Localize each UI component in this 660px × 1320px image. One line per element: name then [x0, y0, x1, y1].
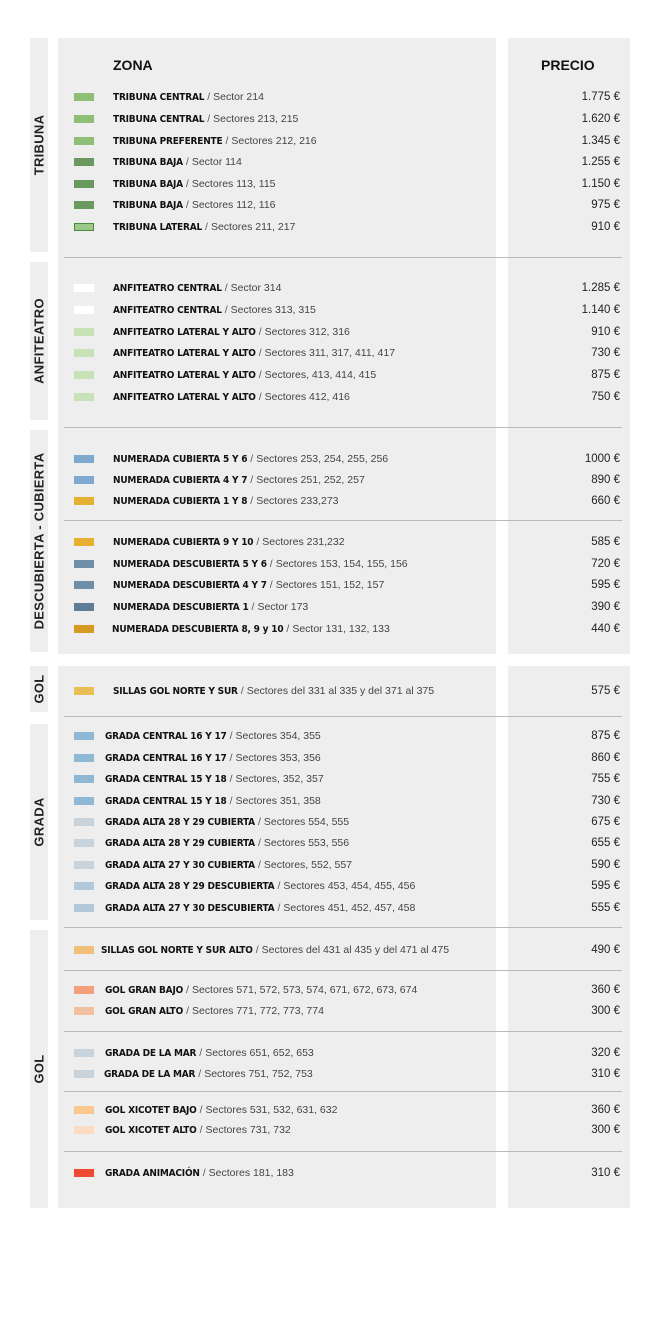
zone-price: 575 €	[591, 685, 620, 697]
table-row	[74, 681, 434, 701]
zone-color-swatch	[74, 797, 94, 805]
side-label-gol-bottom: GOL	[30, 930, 48, 1208]
zone-sectors: Sectores 253, 254, 255, 256	[256, 453, 389, 465]
table-row	[74, 343, 395, 363]
zone-name: GRADA ALTA 27 Y 30 DESCUBIERTA	[105, 902, 275, 914]
separator-slash: /	[186, 984, 189, 996]
side-label-descubierta-cubierta: DESCUBIERTA - CUBIERTA	[30, 430, 48, 652]
table-row	[74, 87, 264, 107]
zone-sectors: Sector 314	[230, 282, 282, 294]
zone-price: 440 €	[591, 623, 620, 635]
zone-price: 320 €	[591, 1047, 620, 1059]
zone-sectors: Sectores 213, 215	[213, 113, 299, 125]
zone-name: TRIBUNA LATERAL	[113, 221, 203, 233]
separator-slash: /	[185, 156, 189, 168]
zone-sectors: Sectores 553, 556	[263, 837, 350, 849]
separator-slash: /	[225, 135, 229, 147]
zona-header: ZONA	[113, 57, 153, 73]
zone-name: TRIBUNA BAJA	[113, 199, 183, 211]
zone-price: 730 €	[591, 347, 620, 359]
zone-color-swatch	[74, 754, 94, 762]
zone-price: 1.255 €	[581, 156, 620, 168]
table-row	[74, 1043, 314, 1063]
separator-slash: /	[269, 579, 273, 591]
zone-price: 755 €	[591, 773, 620, 785]
separator-slash: /	[257, 859, 261, 871]
separator-slash: /	[255, 944, 259, 956]
zone-price: 875 €	[591, 730, 620, 742]
zone-name: ANFITEATRO LATERAL Y ALTO	[113, 326, 256, 338]
zone-sectors: Sectores 453, 454, 455, 456	[283, 880, 416, 892]
table-row	[74, 575, 384, 595]
separator-slash: /	[199, 1047, 203, 1059]
zone-sectors: Sectores 351, 358	[235, 795, 321, 807]
zone-name: GRADA CENTRAL 16 Y 17	[105, 752, 227, 764]
zone-color-swatch	[74, 284, 94, 292]
zone-name: ANFITEATRO LATERAL Y ALTO	[113, 391, 256, 403]
zone-name: TRIBUNA CENTRAL	[113, 113, 205, 125]
zone-sectors: Sectores 211, 217	[210, 221, 296, 233]
zone-name: NUMERADA CUBIERTA 9 Y 10	[113, 536, 254, 548]
zone-sectors: Sectores 354, 355	[235, 730, 321, 742]
divider	[64, 520, 622, 521]
zone-color-swatch	[74, 93, 94, 101]
table-row	[74, 217, 295, 237]
zone-price: 1.285 €	[581, 282, 620, 294]
table-row	[74, 532, 345, 552]
zone-sectors: Sectores 233,273	[256, 495, 339, 507]
separator-slash: /	[185, 199, 189, 211]
zone-price: 1.775 €	[581, 91, 620, 103]
zone-name: SILLAS GOL NORTE Y SUR	[113, 685, 238, 697]
zone-sectors: Sectores 751, 752, 753	[204, 1068, 313, 1080]
zone-sectors: Sectores 113, 115	[191, 178, 276, 190]
zone-name: NUMERADA DESCUBIERTA 4 Y 7	[113, 579, 267, 591]
separator-slash: /	[229, 773, 233, 785]
table-row	[74, 554, 408, 574]
zone-price: 1.620 €	[581, 113, 620, 125]
zone-price: 585 €	[591, 536, 620, 548]
zone-name: TRIBUNA BAJA	[113, 178, 183, 190]
zone-name: GOL GRAN BAJO	[105, 984, 184, 996]
zone-color-swatch	[74, 839, 94, 847]
zone-sectors: Sector 173	[257, 601, 309, 613]
table-row	[74, 619, 390, 639]
precio-header: PRECIO	[541, 57, 595, 73]
zone-name: GRADA ANIMACIÓN	[105, 1167, 200, 1179]
zone-color-swatch	[74, 581, 94, 589]
table-row	[74, 387, 350, 407]
zone-name: GRADA ALTA 28 Y 29 CUBIERTA	[105, 837, 255, 849]
separator-slash: /	[258, 347, 262, 359]
zone-color-swatch	[74, 904, 94, 912]
table-row	[74, 195, 276, 215]
separator-slash: /	[257, 837, 261, 849]
separator-slash: /	[224, 304, 228, 316]
zone-color-swatch	[74, 328, 94, 336]
side-label-gol-top: GOL	[30, 666, 48, 712]
zone-color-swatch	[74, 158, 94, 166]
zone-sectors: Sectores 251, 252, 257	[256, 474, 365, 486]
table-row	[74, 470, 365, 490]
zone-name: NUMERADA CUBIERTA 1 Y 8	[113, 495, 248, 507]
zone-price: 300 €	[591, 1005, 620, 1017]
table-row	[74, 812, 349, 832]
zone-price: 890 €	[591, 474, 620, 486]
table-row	[74, 322, 350, 342]
zone-price: 975 €	[591, 199, 620, 211]
separator-slash: /	[258, 391, 262, 403]
zone-name: GRADA ALTA 27 Y 30 CUBIERTA	[105, 859, 255, 871]
zone-name: GOL GRAN ALTO	[105, 1005, 184, 1017]
zone-color-swatch	[74, 687, 94, 695]
separator-slash: /	[205, 221, 208, 233]
zone-price: 555 €	[591, 902, 620, 914]
zone-sectors: Sectores 571, 572, 573, 574, 671, 672, 673, 674	[191, 984, 418, 996]
zone-sectors: Sectores 554, 555	[263, 816, 350, 828]
zone-sectors: Sector 114	[191, 156, 242, 168]
zone-price: 910 €	[591, 326, 620, 338]
zone-price: 675 €	[591, 816, 620, 828]
side-label-tribuna: TRIBUNA	[30, 38, 48, 252]
divider	[64, 970, 622, 971]
zone-name: TRIBUNA CENTRAL	[113, 91, 205, 103]
zone-sectors: Sectores 531, 532, 631, 632	[205, 1104, 338, 1116]
separator-slash: /	[199, 1124, 203, 1136]
table-row	[74, 833, 349, 853]
separator-slash: /	[202, 1167, 206, 1179]
zone-price: 1000 €	[584, 453, 620, 465]
table-row	[74, 174, 276, 194]
zone-color-swatch	[74, 946, 94, 954]
zone-price: 595 €	[591, 579, 620, 591]
zone-name: NUMERADA CUBIERTA 5 Y 6	[113, 453, 248, 465]
zone-name: GRADA DE LA MAR	[104, 1068, 196, 1080]
zone-color-swatch	[74, 1070, 94, 1078]
zone-name: ANFITEATRO CENTRAL	[113, 282, 222, 294]
divider	[64, 1031, 622, 1032]
zone-name: NUMERADA DESCUBIERTA 8, 9 y 10	[112, 623, 284, 635]
zone-name: ANFITEATRO LATERAL Y ALTO	[113, 347, 256, 359]
zone-price: 1.345 €	[581, 135, 620, 147]
zone-price: 750 €	[591, 391, 620, 403]
separator-slash: /	[250, 453, 254, 465]
table-row	[74, 791, 321, 811]
zone-sectors: Sectores 771, 772, 773, 774	[191, 1005, 324, 1017]
zone-name: ANFITEATRO CENTRAL	[113, 304, 222, 316]
table-row	[74, 365, 376, 385]
zone-sectors: Sectores 313, 315	[230, 304, 316, 316]
zone-price: 360 €	[591, 984, 620, 996]
separator-slash: /	[277, 902, 281, 914]
divider	[64, 257, 622, 258]
zone-name: GRADA ALTA 28 Y 29 CUBIERTA	[105, 816, 255, 828]
table-row	[74, 152, 242, 172]
zone-sectors: Sectores 312, 316	[264, 326, 350, 338]
zone-price: 910 €	[591, 221, 620, 233]
table-row	[74, 1100, 337, 1120]
zone-color-swatch	[74, 393, 94, 401]
zone-sectors: Sectores 112, 116	[191, 199, 276, 211]
zone-price: 310 €	[591, 1167, 620, 1179]
zone-color-swatch	[74, 455, 94, 463]
zone-color-swatch	[74, 625, 94, 633]
separator-slash: /	[240, 685, 244, 697]
separator-slash: /	[258, 326, 262, 338]
zone-color-swatch	[74, 1126, 94, 1134]
zone-name: GRADA DE LA MAR	[105, 1047, 197, 1059]
table-row	[74, 876, 415, 896]
side-label-grada: GRADA	[30, 724, 48, 920]
zone-price: 360 €	[591, 1104, 620, 1116]
table-row	[74, 1064, 313, 1084]
zone-color-swatch	[74, 1049, 94, 1057]
separator-slash: /	[207, 113, 211, 125]
zone-sectors: Sectores 181, 183	[208, 1167, 294, 1179]
table-row	[74, 898, 415, 918]
zone-name: TRIBUNA PREFERENTE	[113, 135, 223, 147]
zone-color-swatch	[74, 349, 94, 357]
divider	[64, 1151, 622, 1152]
zone-sectors: Sectores 451, 452, 457, 458	[283, 902, 416, 914]
zone-sectors: Sectores 731, 732	[205, 1124, 291, 1136]
zone-color-swatch	[74, 818, 94, 826]
separator-slash: /	[286, 623, 290, 635]
zone-color-swatch	[74, 137, 94, 145]
separator-slash: /	[199, 1104, 203, 1116]
separator-slash: /	[269, 558, 273, 570]
zone-color-swatch	[74, 201, 94, 209]
zone-name: GOL XICOTET ALTO	[105, 1124, 197, 1136]
zone-sectors: Sectores 353, 356	[235, 752, 321, 764]
separator-slash: /	[250, 495, 254, 507]
table-row	[74, 109, 298, 129]
table-row	[74, 491, 339, 511]
table-row	[74, 980, 417, 1000]
separator-slash: /	[229, 752, 233, 764]
table-row	[74, 769, 324, 789]
zone-price: 490 €	[591, 944, 620, 956]
zone-sectors: Sectores, 552, 557	[263, 859, 353, 871]
separator-slash: /	[186, 1005, 189, 1017]
zone-sectors: Sector 214	[213, 91, 264, 103]
zone-price: 595 €	[591, 880, 620, 892]
separator-slash: /	[229, 730, 233, 742]
zone-color-swatch	[74, 223, 94, 231]
zone-price: 590 €	[591, 859, 620, 871]
zone-name: GRADA CENTRAL 15 Y 18	[105, 773, 227, 785]
zone-sectors: Sectores, 352, 357	[235, 773, 324, 785]
zone-price: 655 €	[591, 837, 620, 849]
zone-price: 660 €	[591, 495, 620, 507]
zone-name: GRADA ALTA 28 Y 29 DESCUBIERTA	[105, 880, 275, 892]
side-label-anfiteatro: ANFITEATRO	[30, 262, 48, 420]
zone-name: TRIBUNA BAJA	[113, 156, 183, 168]
zone-name: NUMERADA DESCUBIERTA 5 Y 6	[113, 558, 267, 570]
zone-sectors: Sectores 153, 154, 155, 156	[275, 558, 408, 570]
separator-slash: /	[250, 474, 254, 486]
zone-sectors: Sectores 231,232	[262, 536, 345, 548]
zone-color-swatch	[74, 1169, 94, 1177]
zone-name: ANFITEATRO LATERAL Y ALTO	[113, 369, 256, 381]
table-row	[74, 1001, 324, 1021]
zone-price: 875 €	[591, 369, 620, 381]
table-row	[74, 940, 449, 960]
divider	[64, 1091, 622, 1092]
table-row	[74, 131, 317, 151]
zone-name: GOL XICOTET BAJO	[105, 1104, 197, 1116]
zone-color-swatch	[74, 603, 94, 611]
zone-price: 310 €	[591, 1068, 620, 1080]
table-row	[74, 1120, 291, 1140]
zone-name: SILLAS GOL NORTE Y SUR ALTO	[101, 944, 253, 956]
zone-sectors: Sectores 651, 652, 653	[205, 1047, 314, 1059]
divider	[64, 427, 622, 428]
zone-sectors: Sectores 151, 152, 157	[275, 579, 385, 591]
zone-price: 1.150 €	[581, 178, 620, 190]
zone-sectors: Sectores, 413, 414, 415	[264, 369, 377, 381]
zone-color-swatch	[74, 1106, 94, 1114]
zone-price: 1.140 €	[581, 304, 620, 316]
zone-sectors: Sectores 412, 416	[264, 391, 350, 403]
zone-color-swatch	[74, 476, 94, 484]
zone-color-swatch	[74, 371, 94, 379]
zone-color-swatch	[74, 882, 94, 890]
zone-color-swatch	[74, 180, 94, 188]
separator-slash: /	[258, 369, 262, 381]
zone-color-swatch	[74, 115, 94, 123]
separator-slash: /	[185, 178, 189, 190]
zone-name: NUMERADA CUBIERTA 4 Y 7	[113, 474, 248, 486]
table-row	[74, 855, 352, 875]
zone-color-swatch	[74, 497, 94, 505]
table-row	[74, 597, 308, 617]
table-row	[74, 1163, 294, 1183]
zone-price: 300 €	[591, 1124, 620, 1136]
table-row	[74, 278, 281, 298]
separator-slash: /	[198, 1068, 202, 1080]
zone-price: 860 €	[591, 752, 620, 764]
zone-sectors: Sectores del 331 al 335 y del 371 al 375	[246, 685, 435, 697]
zone-sectors: Sectores 212, 216	[231, 135, 317, 147]
zone-sectors: Sector 131, 132, 133	[292, 623, 390, 635]
divider	[64, 716, 622, 717]
zone-color-swatch	[74, 306, 94, 314]
divider	[64, 927, 622, 928]
zone-color-swatch	[74, 986, 94, 994]
separator-slash: /	[229, 795, 233, 807]
table-row	[74, 449, 388, 469]
table-row	[74, 726, 321, 746]
zone-name: GRADA CENTRAL 15 Y 18	[105, 795, 227, 807]
zone-name: NUMERADA DESCUBIERTA 1	[113, 601, 249, 613]
zone-color-swatch	[74, 560, 94, 568]
separator-slash: /	[251, 601, 255, 613]
zone-color-swatch	[74, 538, 94, 546]
zone-sectors: Sectores 311, 317, 411, 417	[264, 347, 396, 359]
zone-price: 730 €	[591, 795, 620, 807]
separator-slash: /	[277, 880, 281, 892]
zone-color-swatch	[74, 732, 94, 740]
zone-price: 720 €	[591, 558, 620, 570]
table-row	[74, 748, 321, 768]
separator-slash: /	[257, 816, 261, 828]
zone-sectors: Sectores del 431 al 435 y del 471 al 475	[261, 944, 450, 956]
zone-name: GRADA CENTRAL 16 Y 17	[105, 730, 227, 742]
table-row	[74, 300, 316, 320]
zone-color-swatch	[74, 775, 94, 783]
zone-price: 390 €	[591, 601, 620, 613]
zone-color-swatch	[74, 861, 94, 869]
zone-color-swatch	[74, 1007, 94, 1015]
separator-slash: /	[256, 536, 260, 548]
separator-slash: /	[224, 282, 228, 294]
separator-slash: /	[207, 91, 211, 103]
